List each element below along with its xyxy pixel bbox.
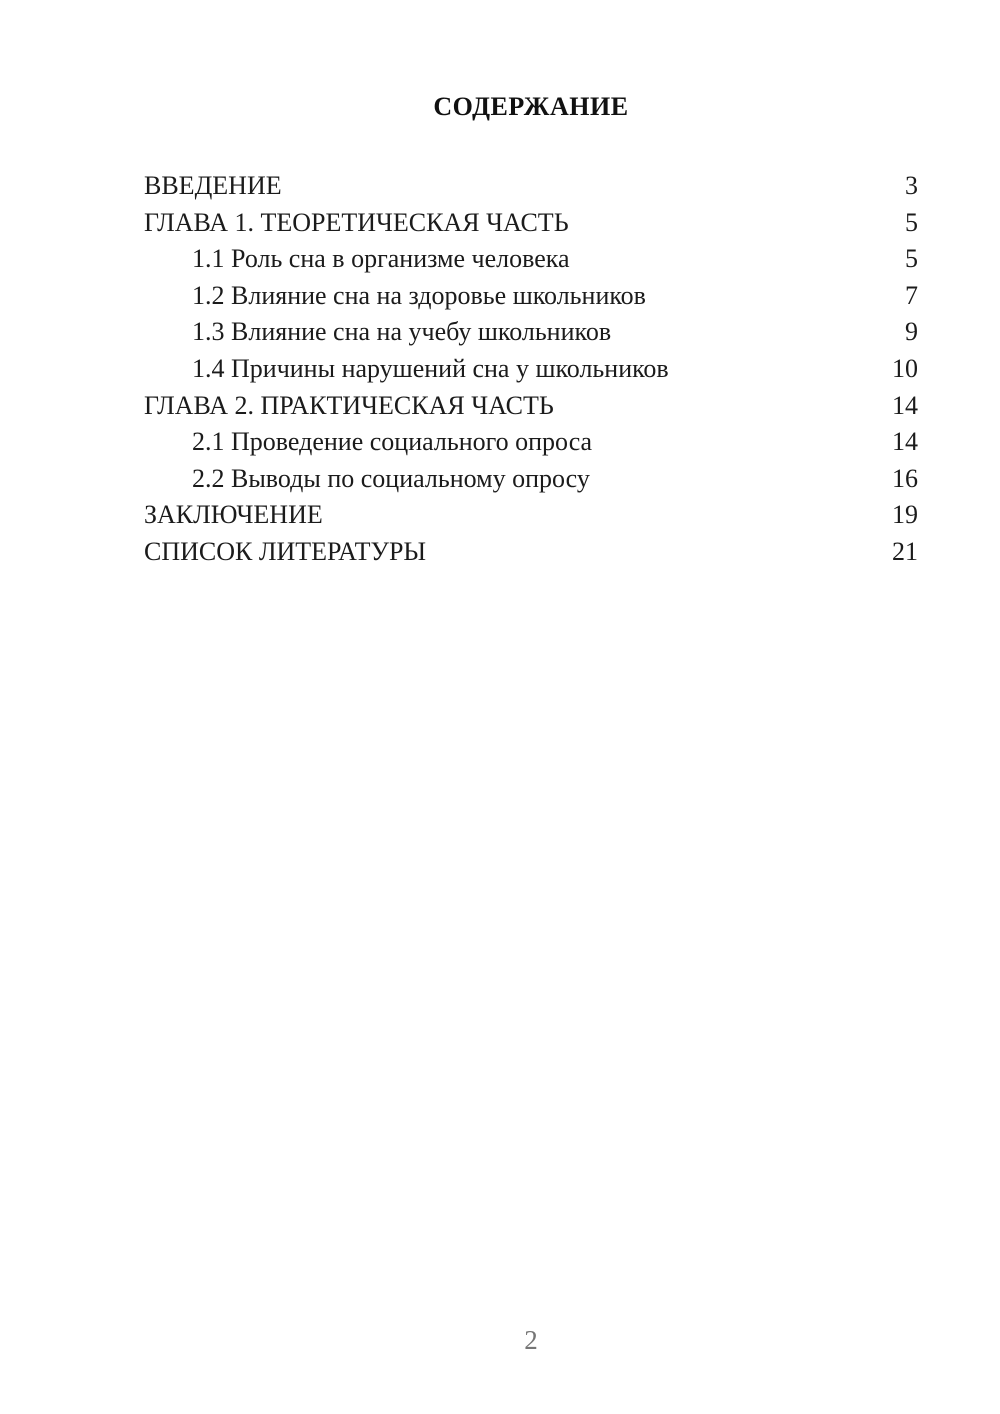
toc-entry-page: 5 [905, 244, 918, 274]
toc-entry-label: 1.1 Роль сна в организме человека [192, 244, 570, 274]
toc-entry-page: 16 [892, 463, 918, 493]
toc-entry-page: 19 [892, 500, 918, 530]
toc-row [144, 168, 918, 205]
toc-entry-label: ЗАКЛЮЧЕНИЕ [144, 500, 323, 530]
toc-row [144, 205, 918, 242]
toc-entry-label: 1.2 Влияние сна на здоровье школьников [192, 280, 646, 310]
toc-entry-label: ГЛАВА 1. ТЕОРЕТИЧЕСКАЯ ЧАСТЬ [144, 207, 569, 237]
toc-entry-page: 14 [892, 427, 918, 457]
toc-row [144, 278, 918, 315]
toc-row [144, 534, 918, 571]
toc-entry-label: СПИСОК ЛИТЕРАТУРЫ [144, 536, 427, 566]
page-number: 2 [524, 1325, 538, 1355]
toc-row [144, 497, 918, 534]
toc-entry-label: ВВЕДЕНИЕ [144, 171, 282, 200]
toc-entry-label: 2.2 Выводы по социальному опросу [192, 463, 590, 493]
toc-entry-label: 2.1 Проведение социального опроса [192, 427, 593, 457]
page-content [144, 0, 918, 571]
toc-entry-label: ГЛАВА 2. ПРАКТИЧЕСКАЯ ЧАСТЬ [144, 390, 554, 420]
toc-entry-page: 7 [905, 280, 918, 310]
toc-row [144, 424, 918, 461]
toc-row [144, 388, 918, 425]
toc-entry-page: 9 [905, 317, 918, 347]
toc-row [144, 461, 918, 498]
toc-entry-page: 3 [905, 171, 918, 200]
toc-row [144, 314, 918, 351]
toc-list [144, 168, 918, 571]
toc-entry-page: 10 [892, 353, 918, 383]
toc-entry-label: 1.4 Причины нарушений сна у школьников [192, 353, 669, 383]
toc-row [144, 351, 918, 388]
toc-entry-label: 1.3 Влияние сна на учебу школьников [192, 317, 612, 347]
toc-entry-page: 14 [892, 390, 918, 420]
toc-row [144, 241, 918, 278]
toc-entry-page: 21 [892, 536, 918, 566]
toc-entry-page: 5 [905, 207, 918, 237]
page-title: СОДЕРЖАНИЕ [433, 92, 629, 121]
